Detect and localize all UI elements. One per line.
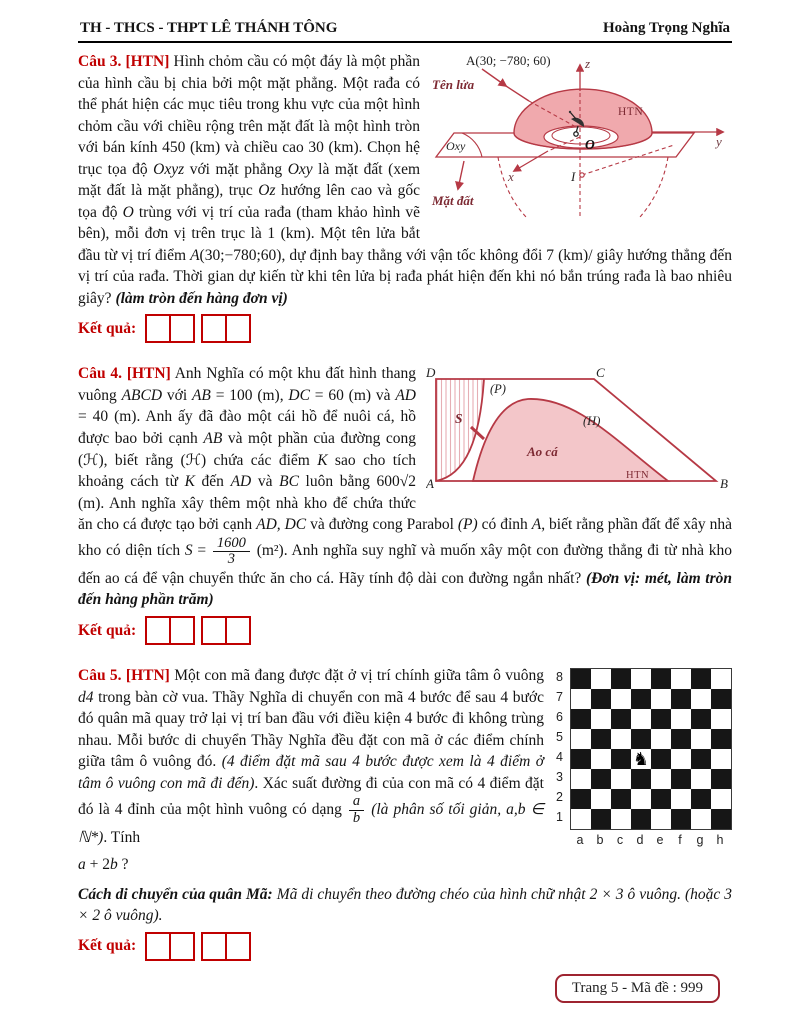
square-e7 <box>651 689 671 709</box>
fish-pond-region <box>473 399 668 481</box>
chessboard <box>556 668 732 849</box>
knight-move-note: Cách di chuyển của quân Mã: Mã di chuyển theo đường chéo của hình chữ nhật 2 × 3 ô vuông. (hoặc 3 × 2 ô vuông). <box>78 885 732 925</box>
square-g8 <box>691 669 711 689</box>
square-g5 <box>691 729 711 749</box>
square-f2 <box>671 789 691 809</box>
square-b8 <box>591 669 611 689</box>
answer-box <box>169 314 195 343</box>
square-b2 <box>591 789 611 809</box>
square-b6 <box>591 709 611 729</box>
question-3-text: Hình chỏm cầu có một đáy là một phần của hình cầu bị chia bởi một mặt phẳng. Một rađa có thể phát hiện các mục tiêu trong khu vực của một hình chỏm cầu với chiều rộng trên mặt đất là một hình tròn với bán kính 450 (km) và chiều cao 30 (km). Chọn hệ trục tọa độ Oxyz với mặt phẳng Oxy là mặt đất (xem mặt đất là mặt phẳng), trục Oz hướng lên cao và gốc tọa độ O trùng với vị trí của rađa (tham khảo hình vẽ bên), mỗi đơn vị trên trục là 1 (km). Một tên lửa bắt đầu từ vị trí điểm A(30;−780;60), dự định bay thẳng với vận tốc không đổi 7 (km)/ giây hướng thẳng đến vị trí của rađa. Thời gian dự kiến từ khi tên lửa bị rađa phát hiện đến khi nó bắn trúng rađa là bao nhiêu giây? (làm tròn đến hàng đơn vị) <box>78 53 732 307</box>
question-5-label: Câu 5. [HTN] <box>78 667 170 684</box>
square-f8 <box>671 669 691 689</box>
question-5 <box>78 665 732 961</box>
file-label-g: g <box>696 833 704 847</box>
square-a8 <box>571 669 591 689</box>
square-h4 <box>711 749 731 769</box>
answer-box <box>225 932 251 961</box>
square-e1 <box>651 809 671 829</box>
square-h5 <box>711 729 731 749</box>
point-a-label: A(30; −780; 60) <box>466 53 551 68</box>
square-c2 <box>611 789 631 809</box>
square-d7 <box>631 689 651 709</box>
result-label-q4: Kết quả: <box>78 621 137 639</box>
answer-box <box>145 616 171 645</box>
knight-icon: ♞ <box>632 749 650 769</box>
square-f4 <box>671 749 691 769</box>
missile-label: Tên lửa <box>432 77 475 92</box>
square-d6 <box>631 709 651 729</box>
htn-watermark: HTN <box>618 106 644 118</box>
trapezoid-svg <box>426 365 732 493</box>
file-label-f: f <box>678 833 682 847</box>
origin-label: O <box>585 137 595 152</box>
square-g2 <box>691 789 711 809</box>
answer-box <box>145 932 171 961</box>
square-d3 <box>631 769 651 789</box>
square-g6 <box>691 709 711 729</box>
square-a2 <box>571 789 591 809</box>
file-label-a: a <box>576 833 584 847</box>
vertex-a-label: A <box>426 476 434 492</box>
square-f6 <box>671 709 691 729</box>
square-d4 <box>631 749 651 769</box>
question-5-text: Một con mã đang được đặt ở vị trí chính giữa tâm ô vuông d4 trong bàn cờ vua. Thầy Nghĩa di chuyển con mã 4 bước để sau 4 bước đó quân mã quay trở lại vị trí ban đầu với điều kiện 4 bước đi không trùng nhau. Mỗi bước di chuyển Thầy Nghĩa đều đặt con mã ở các điểm chính giữa tâm ô vuông đó. (4 điểm đặt mã sau 4 bước được xem là 4 điểm ở tâm ô vuông con mã đi đến). Xác suất đường đi của con mã có 4 điểm đặt đó là 4 đỉnh của một hình vuông có dạng $\frac{a}{b}$ (là phân số tối giản, a,b ∈ ℕ*). Tính <box>78 667 545 846</box>
file-label-h: h <box>716 833 724 847</box>
file-labels <box>570 830 732 849</box>
square-d8 <box>631 669 651 689</box>
school-name: TH - THCS - THPT LÊ THÁNH TÔNG <box>80 20 338 36</box>
answer-box <box>201 314 227 343</box>
square-e5 <box>651 729 671 749</box>
answer-box <box>225 314 251 343</box>
rank-label-6: 6 <box>556 710 563 725</box>
i-point-label: I <box>571 169 576 184</box>
answer-box <box>201 932 227 961</box>
file-label-b: b <box>596 833 604 847</box>
square-h8 <box>711 669 731 689</box>
square-a4 <box>571 749 591 769</box>
radar-dome-svg <box>430 53 732 225</box>
square-b1 <box>591 809 611 829</box>
square-e6 <box>651 709 671 729</box>
rank-labels <box>556 668 570 830</box>
answer-box <box>225 616 251 645</box>
answer-box <box>169 932 195 961</box>
rank-label-3: 3 <box>556 770 563 785</box>
square-h7 <box>711 689 731 709</box>
square-g1 <box>691 809 711 829</box>
rank-label-2: 2 <box>556 790 563 805</box>
square-f1 <box>671 809 691 829</box>
square-g3 <box>691 769 711 789</box>
square-d5 <box>631 729 651 749</box>
board-grid <box>571 669 731 829</box>
answer-row-q3 <box>78 314 732 343</box>
answer-box <box>145 314 171 343</box>
file-label-c: c <box>616 833 624 847</box>
square-h3 <box>711 769 731 789</box>
square-c6 <box>611 709 631 729</box>
square-b7 <box>591 689 611 709</box>
square-d1 <box>631 809 651 829</box>
square-a6 <box>571 709 591 729</box>
x-axis-label: x <box>508 169 514 184</box>
square-c1 <box>611 809 631 829</box>
vertex-b-label: B <box>720 476 728 492</box>
answer-box-group <box>145 616 195 645</box>
rank-label-1: 1 <box>556 810 563 825</box>
square-h1 <box>711 809 731 829</box>
y-axis-label: y <box>716 134 722 149</box>
square-g4 <box>691 749 711 769</box>
question-4-text: Anh Nghĩa có một khu đất hình thang vuông ABCD với AB = 100 (m), DC = 60 (m) và AD = 40 (m). Anh ấy đã đào một cái hồ để nuôi cá, hồ được bao bởi cạnh AB và một phần của đường cong (ℋ), biết rằng (ℋ) chứa các điểm K sao cho tích khoảng cách từ K đến AD và BC luôn bằng 600√2 (m). Anh nghĩa xây thêm một nhà kho để chứa thức ăn cho cá được tạo bởi cạnh AD, DC và đường cong Parabol (P) có đỉnh A, biết rằng phần đất để xây nhà kho có diện tích S = $\frac{1600}{3}$ (m²). Anh nghĩa suy nghĩ và muốn xây một con đường thẳng đi từ nhà kho đến ao cá để vận chuyển thức ăn cho cá. Hãy tính độ dài con đường ngắn nhất? (Đơn vị: mét, làm tròn đến hàng phần trăm) <box>78 365 732 609</box>
page-header <box>78 20 732 43</box>
question-3 <box>78 51 732 343</box>
answer-box-group <box>201 616 251 645</box>
pond-label: Ao cá <box>527 444 558 460</box>
area-s-label: S <box>455 411 463 427</box>
radar-dome-figure <box>430 53 732 225</box>
square-b5 <box>591 729 611 749</box>
square-a7 <box>571 689 591 709</box>
rank-label-4: 4 <box>556 750 563 765</box>
z-axis-label: z <box>585 56 591 71</box>
rank-label-8: 8 <box>556 670 563 685</box>
result-label-q3: Kết quả: <box>78 320 137 338</box>
h-curve-label: (H) <box>583 414 601 429</box>
answer-box-group <box>145 932 195 961</box>
square-f5 <box>671 729 691 749</box>
oxy-label: Oxy <box>446 139 466 153</box>
question-4 <box>78 363 732 645</box>
square-g7 <box>691 689 711 709</box>
rank-label-7: 7 <box>556 690 563 705</box>
rank-label-5: 5 <box>556 730 563 745</box>
square-a3 <box>571 769 591 789</box>
board-frame <box>570 668 732 830</box>
square-c3 <box>611 769 631 789</box>
page-footer <box>555 974 720 1003</box>
htn-watermark: HTN <box>626 470 650 482</box>
square-b3 <box>591 769 611 789</box>
ground-label: Mặt đất <box>432 193 474 208</box>
question-5-expression: a + 2b ? <box>78 856 129 874</box>
square-e2 <box>651 789 671 809</box>
square-c8 <box>611 669 631 689</box>
answer-box-group <box>145 314 195 343</box>
answer-box-group <box>201 932 251 961</box>
question-4-label: Câu 4. [HTN] <box>78 365 171 383</box>
square-e4 <box>651 749 671 769</box>
page-number: Trang 5 - Mã đề : 999 <box>571 980 703 996</box>
file-label-e: e <box>656 833 664 847</box>
answer-row-q4 <box>78 616 732 645</box>
parabola-label: (P) <box>490 382 506 397</box>
square-h2 <box>711 789 731 809</box>
square-e8 <box>651 669 671 689</box>
answer-box <box>169 616 195 645</box>
square-f7 <box>671 689 691 709</box>
answer-row-q5 <box>78 932 732 961</box>
result-label-q5: Kết quả: <box>78 937 137 955</box>
square-c4 <box>611 749 631 769</box>
square-b4 <box>591 749 611 769</box>
answer-box <box>201 616 227 645</box>
square-a1 <box>571 809 591 829</box>
file-label-d: d <box>636 833 644 847</box>
square-c5 <box>611 729 631 749</box>
square-d2 <box>631 789 651 809</box>
square-a5 <box>571 729 591 749</box>
vertex-c-label: C <box>596 365 605 381</box>
question-3-label: Câu 3. [HTN] <box>78 53 170 70</box>
author-name: Hoàng Trọng Nghĩa <box>603 20 730 36</box>
square-f3 <box>671 769 691 789</box>
square-h6 <box>711 709 731 729</box>
trapezoid-figure <box>426 365 732 493</box>
square-e3 <box>651 769 671 789</box>
square-c7 <box>611 689 631 709</box>
vertex-d-label: D <box>426 365 436 381</box>
answer-box-group <box>201 314 251 343</box>
